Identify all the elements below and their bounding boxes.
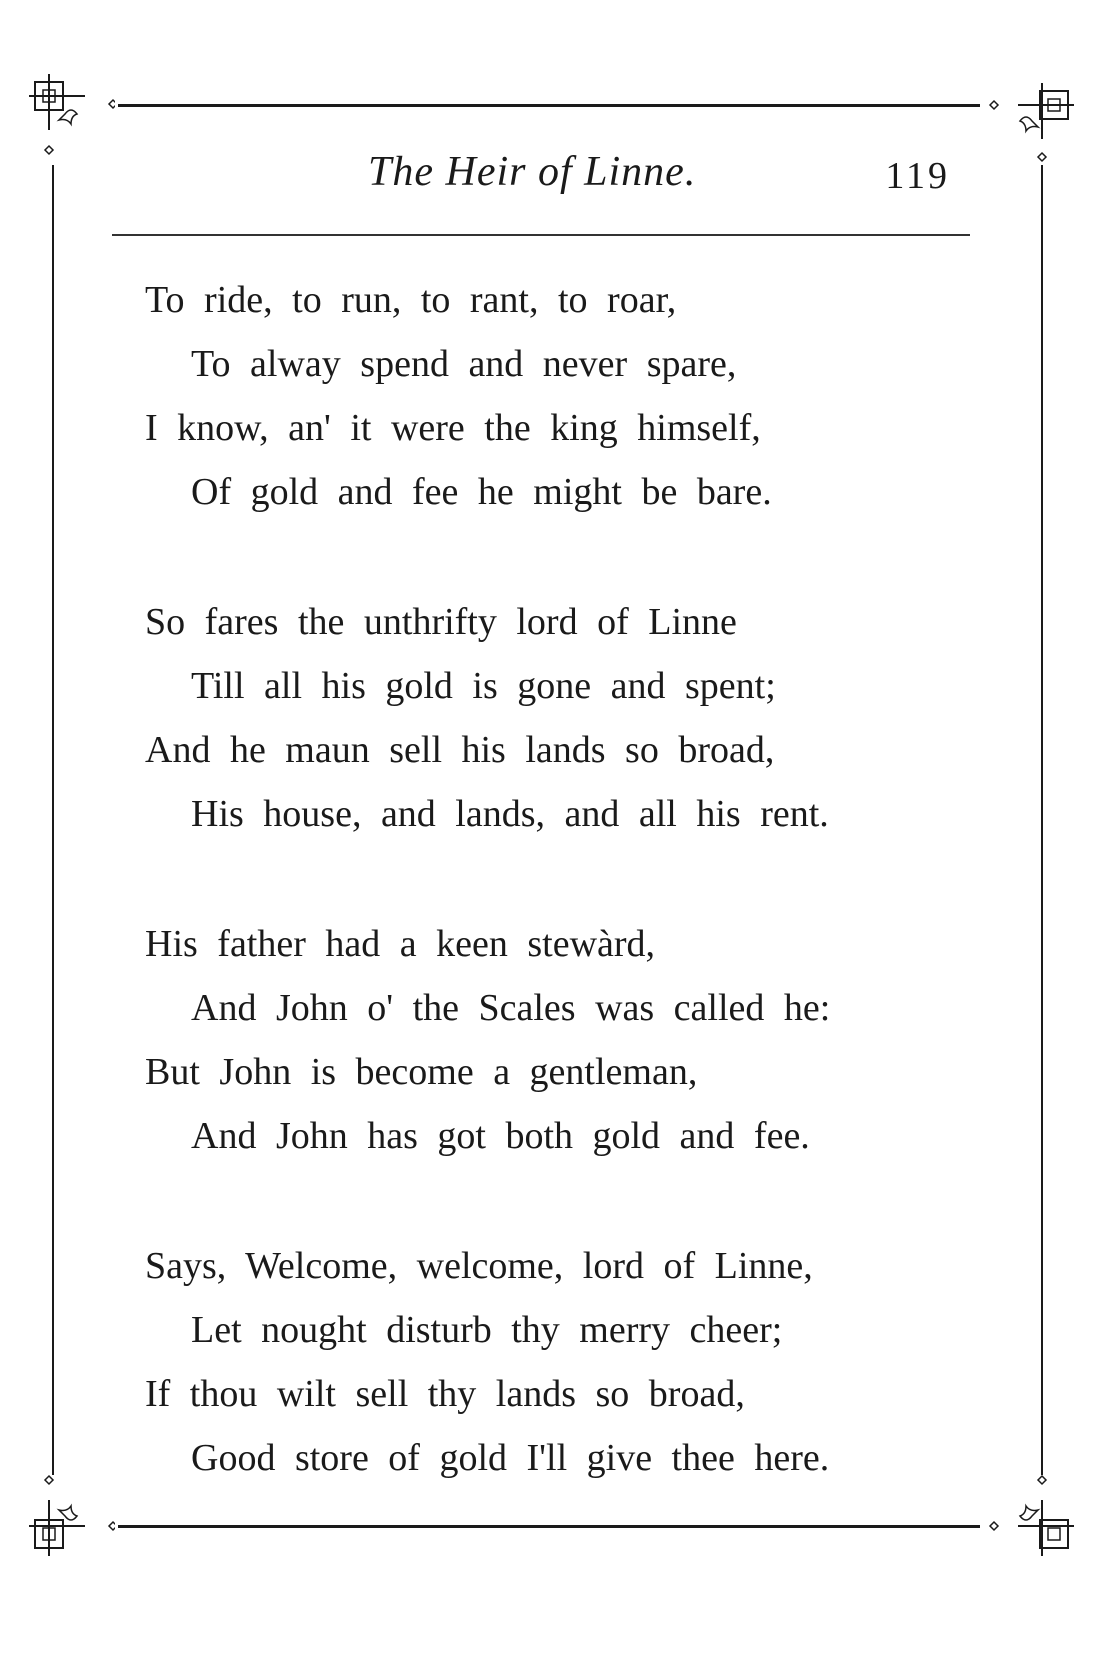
poem-body — [145, 268, 975, 1556]
verse-line: His father had a keen stewàrd, — [145, 923, 656, 965]
ornamental-corner-icon — [988, 77, 1078, 167]
stanza — [145, 1234, 975, 1490]
stanza — [145, 268, 975, 524]
verse-line: So fares the unthrifty lord of Linne — [145, 601, 737, 643]
stanza — [145, 590, 975, 846]
ornamental-corner-icon — [988, 1470, 1078, 1560]
border-right-rule — [1041, 165, 1043, 1475]
ornamental-corner-icon — [25, 1470, 115, 1560]
stanza — [145, 912, 975, 1168]
verse-line: Says, Welcome, welcome, lord of Linne, — [145, 1245, 813, 1287]
verse-line: Let nought disturb thy merry cheer; — [191, 1309, 783, 1351]
verse-line: To alway spend and never spare, — [191, 343, 737, 385]
running-title: The Heir of Linne. — [368, 149, 697, 195]
ornamental-corner-icon — [25, 70, 115, 160]
verse-line: Of gold and fee he might be bare. — [191, 471, 772, 513]
verse-line: If thou wilt sell thy lands so broad, — [145, 1373, 745, 1415]
header-rule — [112, 234, 970, 236]
verse-line: But John is become a gentleman, — [145, 1051, 698, 1093]
verse-line: And John has got both gold and fee. — [191, 1115, 810, 1157]
verse-line: To ride, to run, to rant, to roar, — [145, 279, 677, 321]
verse-line: Good store of gold I'll give thee here. — [191, 1437, 830, 1479]
verse-line: I know, an' it were the king himself, — [145, 407, 761, 449]
verse-line: Till all his gold is gone and spent; — [191, 665, 776, 707]
border-left-rule — [52, 165, 54, 1475]
running-head — [110, 148, 970, 208]
border-top-rule — [118, 104, 980, 107]
verse-line: And John o' the Scales was called he: — [191, 987, 831, 1029]
verse-line: And he maun sell his lands so broad, — [145, 729, 775, 771]
verse-line: His house, and lands, and all his rent. — [191, 793, 829, 835]
page-number: 119 — [885, 155, 950, 197]
